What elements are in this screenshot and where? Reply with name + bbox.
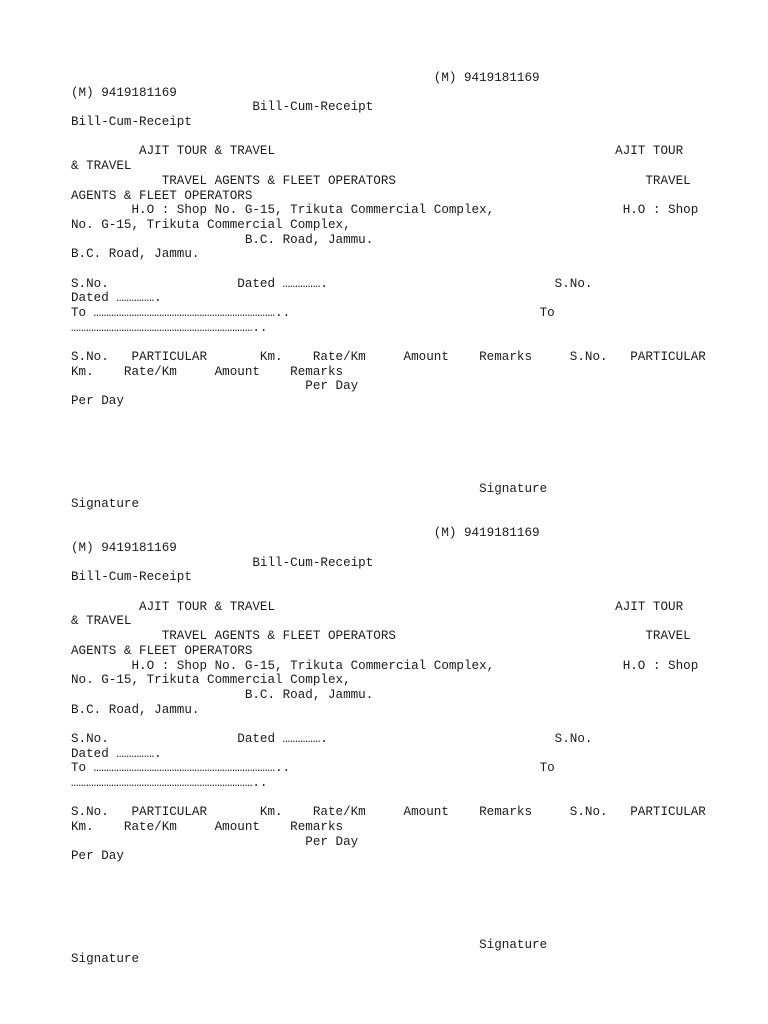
receipt-text-line: ……………………………………………………………….. <box>71 320 268 335</box>
receipt-text-line <box>71 468 711 483</box>
receipt-text-line <box>71 512 711 527</box>
receipt-text-line <box>71 335 711 350</box>
receipt-text-line: Per Day <box>71 834 359 849</box>
receipt-text-line: AJIT TOUR & TRAVEL AJIT TOUR <box>71 144 684 159</box>
receipt-text-line: (M) 9419181169 <box>71 541 177 555</box>
receipt-text-line: B.C. Road, Jammu. <box>71 687 374 702</box>
receipt-text-line <box>71 864 711 879</box>
receipt-text-line: Km. Rate/Km Amount Remarks <box>71 820 344 835</box>
bill-cum-receipt-block <box>71 71 711 526</box>
receipt-text-line: S.No. Dated ……………. S.No. <box>71 276 593 291</box>
receipt-text-line: B.C. Road, Jammu. <box>71 232 374 247</box>
receipt-text-line: AGENTS & FLEET OPERATORS <box>71 643 253 658</box>
receipt-text-line: AJIT TOUR & TRAVEL AJIT TOUR <box>71 599 684 614</box>
receipt-text-line: Per Day <box>71 379 359 394</box>
receipt-text-line: To ……………………………………………………………….. To <box>71 306 555 320</box>
receipt-text-line: H.O : Shop No. G-15, Trikuta Commercial Complex, H.O : Shop <box>71 203 699 218</box>
receipt-text-line: (M) 9419181169 <box>71 71 540 85</box>
receipt-text-line: Signature <box>71 937 548 952</box>
receipt-text-line: Bill-Cum-Receipt <box>71 555 374 570</box>
receipt-text-line: Bill-Cum-Receipt <box>71 100 374 115</box>
receipt-text-line <box>71 453 711 468</box>
receipt-text-line: Dated ……………. <box>71 291 162 306</box>
document-page <box>71 71 711 967</box>
receipt-text-line: Signature <box>71 952 140 967</box>
receipt-text-line: Bill-Cum-Receipt <box>71 570 192 585</box>
receipt-text-line: To ……………………………………………………………….. To <box>71 761 555 776</box>
receipt-text-line <box>71 717 711 732</box>
receipt-text-line: H.O : Shop No. G-15, Trikuta Commercial Complex, H.O : Shop <box>71 658 699 673</box>
receipt-text-line <box>71 424 711 439</box>
receipt-text-line: & TRAVEL <box>71 614 132 629</box>
receipt-text-line: S.No. PARTICULAR Km. Rate/Km Amount Remarks S.No. PARTICULAR <box>71 350 706 365</box>
receipt-text-line: No. G-15, Trikuta Commercial Complex, <box>71 673 351 688</box>
receipt-text-line <box>71 438 711 453</box>
receipt-text-line: & TRAVEL <box>71 159 132 174</box>
receipt-text-line: AGENTS & FLEET OPERATORS <box>71 188 253 203</box>
receipt-text-line <box>71 585 711 600</box>
receipt-text-line: S.No. PARTICULAR Km. Rate/Km Amount Remarks S.No. PARTICULAR <box>71 805 706 820</box>
receipt-text-line: (M) 9419181169 <box>71 526 540 541</box>
receipt-text-line: TRAVEL AGENTS & FLEET OPERATORS TRAVEL <box>71 173 691 188</box>
receipt-text-line <box>71 879 711 894</box>
receipt-text-line: Bill-Cum-Receipt <box>71 115 192 130</box>
receipt-text-line: Signature <box>71 482 548 497</box>
receipt-text-line <box>71 923 711 938</box>
receipt-text-line: Per Day <box>71 394 124 409</box>
bill-cum-receipt-block <box>71 526 711 967</box>
receipt-text-line <box>71 894 711 909</box>
receipt-text-line: B.C. Road, Jammu. <box>71 702 200 717</box>
receipt-text-line: S.No. Dated ……………. S.No. <box>71 731 593 746</box>
receipt-list <box>71 71 711 967</box>
receipt-text-line: Dated ……………. <box>71 746 162 761</box>
receipt-text-line <box>71 791 711 806</box>
receipt-text-line: Signature <box>71 496 140 511</box>
receipt-text-line: B.C. Road, Jammu. <box>71 247 200 262</box>
receipt-text-line <box>71 130 711 145</box>
receipt-text-line: No. G-15, Trikuta Commercial Complex, <box>71 217 351 232</box>
receipt-text-line: Per Day <box>71 849 124 864</box>
receipt-text-line <box>71 409 711 424</box>
receipt-text-line: ……………………………………………………………….. <box>71 776 268 790</box>
receipt-text-line: (M) 9419181169 <box>71 85 177 100</box>
receipt-text-line: TRAVEL AGENTS & FLEET OPERATORS TRAVEL <box>71 629 691 644</box>
receipt-text-line <box>71 262 711 277</box>
receipt-text-line: Km. Rate/Km Amount Remarks <box>71 364 344 379</box>
receipt-text-line <box>71 908 711 923</box>
